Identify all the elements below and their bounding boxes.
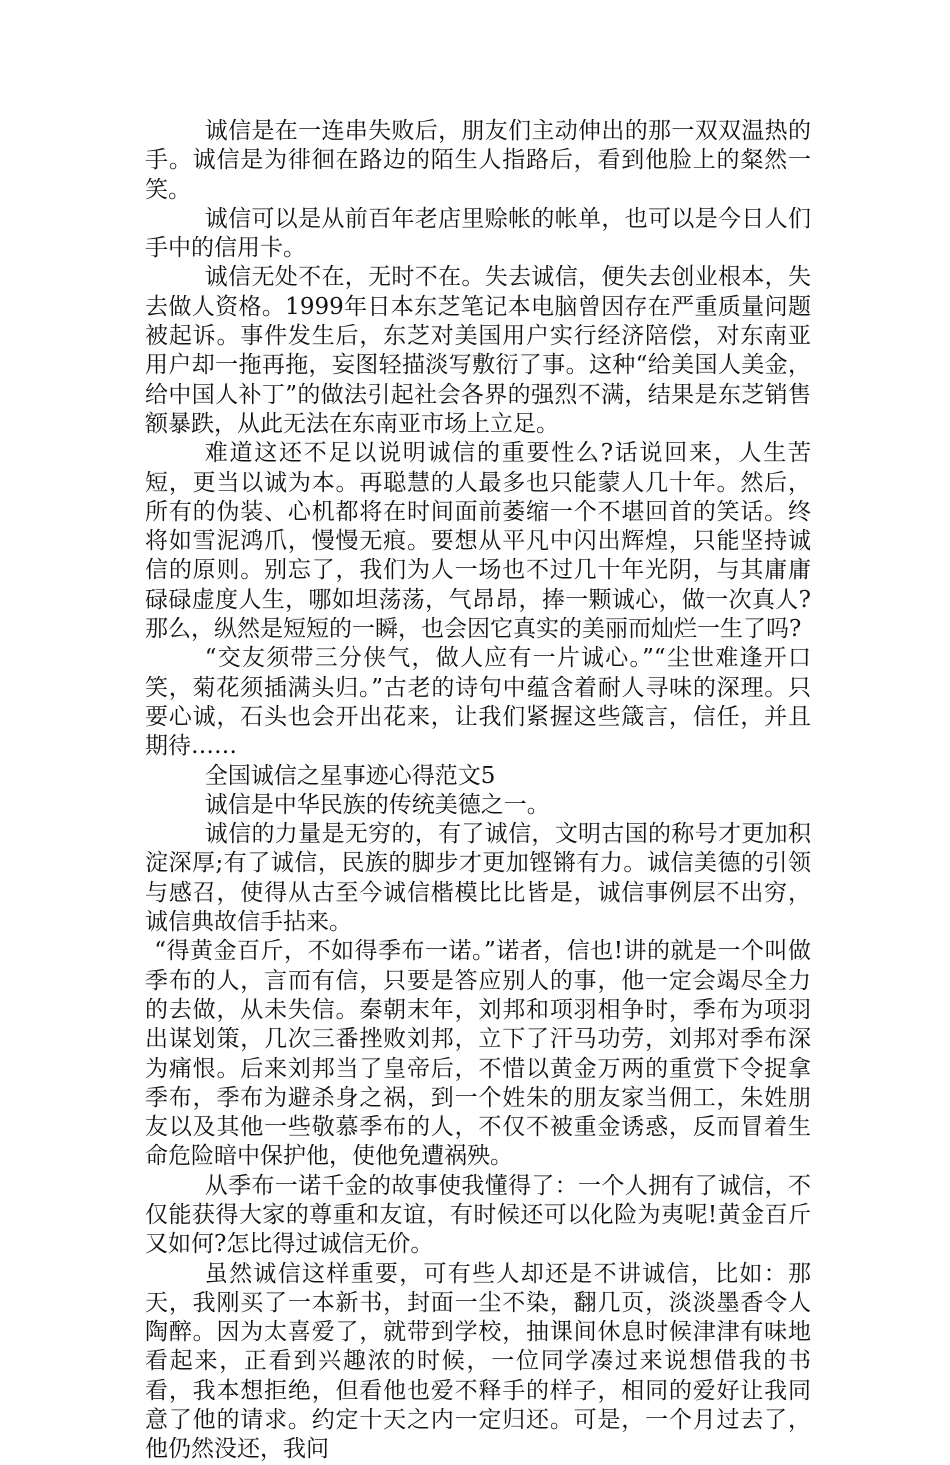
paragraph-2: 诚信可以是从前百年老店里赊帐的帐单，也可以是今日人们手中的信用卡。 [145, 205, 811, 262]
paragraph-7: 诚信的力量是无穷的，有了诚信，文明古国的称号才更加积淀深厚;有了诚信，民族的脚步才更加铿锵有力。诚信美德的引领与感召，使得从古至今诚信楷模比比皆是，诚信事例层不出穷，诚信典故信手拈来。 [145, 821, 811, 936]
document-page [145, 117, 811, 1465]
paragraph-5: “交友须带三分侠气，做人应有一片诚心。”“尘世难逢开口笑，菊花须插满头归。”古老的诗句中蕴含着耐人寻味的深理。只要心诚，石头也会开出花来，让我们紧握这些箴言，信任，并且期待…… [145, 645, 811, 760]
paragraph-6: 诚信是中华民族的传统美德之一。 [204, 791, 550, 818]
paragraph-4: 难道这还不足以说明诚信的重要性么?话说回来，人生苦短，更当以诚为本。再聪慧的人最多也只能蒙人几十年。然后，所有的伪装、心机都将在时间面前萎缩一个不堪回首的笑话。终将如雪泥鸿爪，慢慢无痕。要想从平凡中闪出辉煌，只能坚持诚信的原则。别忘了，我们为人一场也不过几十年光阴，与其庸庸碌碌虚度人生，哪如坦荡荡，气昂昂，捧一颗诚心，做一次真人?那么，纵然是短短的一瞬，也会因它真实的美丽而灿烂一生了吗? [145, 440, 811, 643]
section-heading: 全国诚信之星事迹心得范文5 [204, 762, 496, 789]
paragraph-8: “得黄金百斤，不如得季布一诺。”诺者，信也!讲的就是一个叫做季布的人，言而有信，只要是答应别人的事，他一定会竭尽全力的去做，从未失信。秦朝末年，刘邦和项羽相争时，季布为项羽出谋划策，几次三番挫败刘邦，立下了汗马功劳，刘邦对季布深为痛恨。后来刘邦当了皇帝后，不惜以黄金万两的重赏下令捉拿季布，季布为避杀身之祸，到一个姓朱的朋友家当佣工，朱姓朋友以及其他一些敬慕季布的人，不仅不被重金诱惑，反而冒着生命危险暗中保护他，使他免遭祸殃。 [145, 938, 811, 1170]
paragraph-3: 诚信无处不在，无时不在。失去诚信，便失去创业根本，失去做人资格。1999年日本东芝笔记本电脑曾因存在严重质量问题被起诉。事件发生后，东芝对美国用户实行经济陪偿，对东南亚用户却一拖再拖，妄图轻描淡写敷衍了事。这种“给美国人美金，给中国人补丁”的做法引起社会各界的强烈不满，结果是东芝销售额暴跌，从此无法在东南亚市场上立足。 [145, 264, 811, 437]
paragraph-10: 虽然诚信这样重要，可有些人却还是不讲诚信，比如：那天，我刚买了一本新书，封面一尘不染，翻几页，淡淡墨香令人陶醉。因为太喜爱了，就带到学校，抽课间休息时候津津有味地看起来，正看到兴趣浓的时候，一位同学凑过来说想借我的书看，我本想拒绝，但看他也爱不释手的样子，相同的爱好让我同意了他的请求。约定十天之内一定归还。可是，一个月过去了，他仍然没还，我问 [145, 1260, 811, 1463]
paragraph-1: 诚信是在一连串失败后，朋友们主动伸出的那一双双温热的手。诚信是为徘徊在路边的陌生人指路后，看到他脸上的粲然一笑。 [145, 118, 811, 203]
paragraph-9: 从季布一诺千金的故事使我懂得了：一个人拥有了诚信，不仅能获得大家的尊重和友谊，有时候还可以化险为夷呢!黄金百斤又如何?怎比得过诚信无价。 [145, 1172, 811, 1258]
